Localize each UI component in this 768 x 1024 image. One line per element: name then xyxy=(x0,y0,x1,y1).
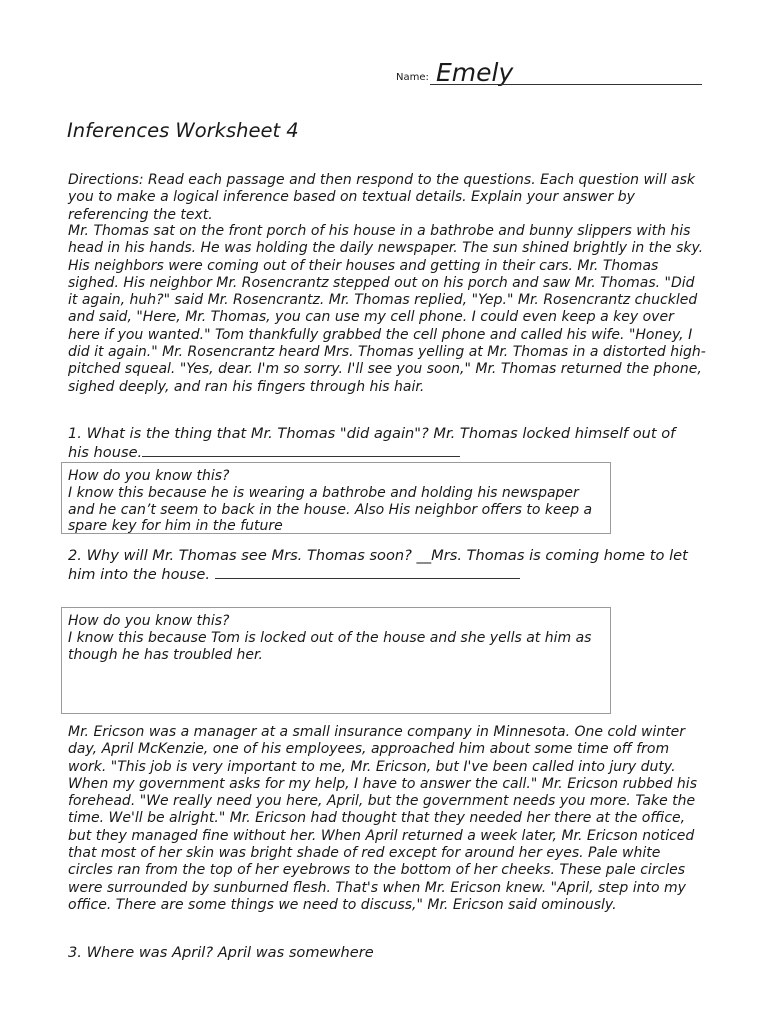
answer-box-2[interactable] xyxy=(61,607,611,714)
answer-box-1-text[interactable]: I know this because he is wearing a bathrobe and holding his newspaper and he can’t seem to back in the house. Also His neighbor offers to keep a spare key for him in the future xyxy=(68,484,593,535)
answer-2-underline xyxy=(215,566,520,579)
passage-two: Mr. Ericson was a manager at a small insurance company in Minnesota. One cold winter day, April McKenzie, one of his employees, approached him about some time off from work. "This job is very important to me, Mr. Ericson, but I've been called into jury duty. When my government asks for my help, I have to answer the call." Mr. Ericson rubbed his forehead. "We really need you here, April, but the government needs you more. Take the time. We'll be alright." Mr. Ericson had thought that they needed her there at the office, but they managed fine without her. When April returned a week later, Mr. Ericson noticed that most of her skin was bright shade of red except for around her eyes. Pale white circles ran from the top of her eyebrows to the bottom of her cheeks. These pale circles were surrounded by sunburned flesh. That's when Mr. Ericson knew. "April, step into my office. There are some things we need to discuss," Mr. Ericson said ominously. xyxy=(68,724,697,913)
question-2 xyxy=(68,547,698,584)
name-underline xyxy=(430,84,702,85)
question-2-answer[interactable]: __Mrs. Thomas is coming home to let him into the house. xyxy=(68,547,688,583)
answer-box-1[interactable] xyxy=(61,462,611,534)
question-3 xyxy=(68,944,698,963)
question-2-text: 2. Why will Mr. Thomas see Mrs. Thomas soon? xyxy=(68,547,412,564)
question-1 xyxy=(68,425,698,462)
question-1-text: 1. What is the thing that Mr. Thomas "did again"? xyxy=(68,425,429,442)
answer-box-2-prompt: How do you know this? xyxy=(68,613,230,629)
question-3-answer[interactable]: April was somewhere xyxy=(213,944,374,961)
answer-box-2-text[interactable]: I know this because Tom is locked out of the house and she yells at him as though he has troubled her. xyxy=(68,629,592,663)
answer-1-underline xyxy=(142,444,460,457)
question-1-answer[interactable]: Mr. Thomas locked himself out of his house. xyxy=(68,425,676,461)
answer-box-1-prompt: How do you know this? xyxy=(68,468,230,484)
name-field[interactable] xyxy=(396,58,702,88)
passage-one: Mr. Thomas sat on the front porch of his house in a bathrobe and bunny slippers with his head in his hands. He was holding the daily newspaper. The sun shined brightly in the sky. His neighbors were coming out of their houses and getting in their cars. Mr. Thomas sighed. His neighbor Mr. Rosencrantz stepped out on his porch and saw Mr. Thomas. "Did it again, huh?" said Mr. Rosencrantz. Mr. Thomas replied, "Yep." Mr. Rosencrantz chuckled and said, "Here, Mr. Thomas, you can use my cell phone. I could even keep a key over here if you wanted." Tom thankfully grabbed the cell phone and called his wife. "Honey, I did it again." Mr. Rosencrantz heard Mrs. Thomas yelling at Mr. Thomas in a distorted high-pitched squeal. "Yes, dear. I'm so sorry. I'll see you soon," Mr. Thomas returned the phone, sighed deeply, and ran his fingers through his hair. xyxy=(68,223,706,395)
name-value[interactable]: Emely xyxy=(436,58,514,87)
question-3-text: 3. Where was April? xyxy=(68,944,214,961)
name-label: Name: xyxy=(396,72,429,83)
directions-text: Directions: Read each passage and then respond to the questions. Each question will ask you to make a logical inference based on textual details. Explain your answer by referencing the text. xyxy=(68,172,696,223)
worksheet-title: Inferences Worksheet 4 xyxy=(67,119,299,142)
